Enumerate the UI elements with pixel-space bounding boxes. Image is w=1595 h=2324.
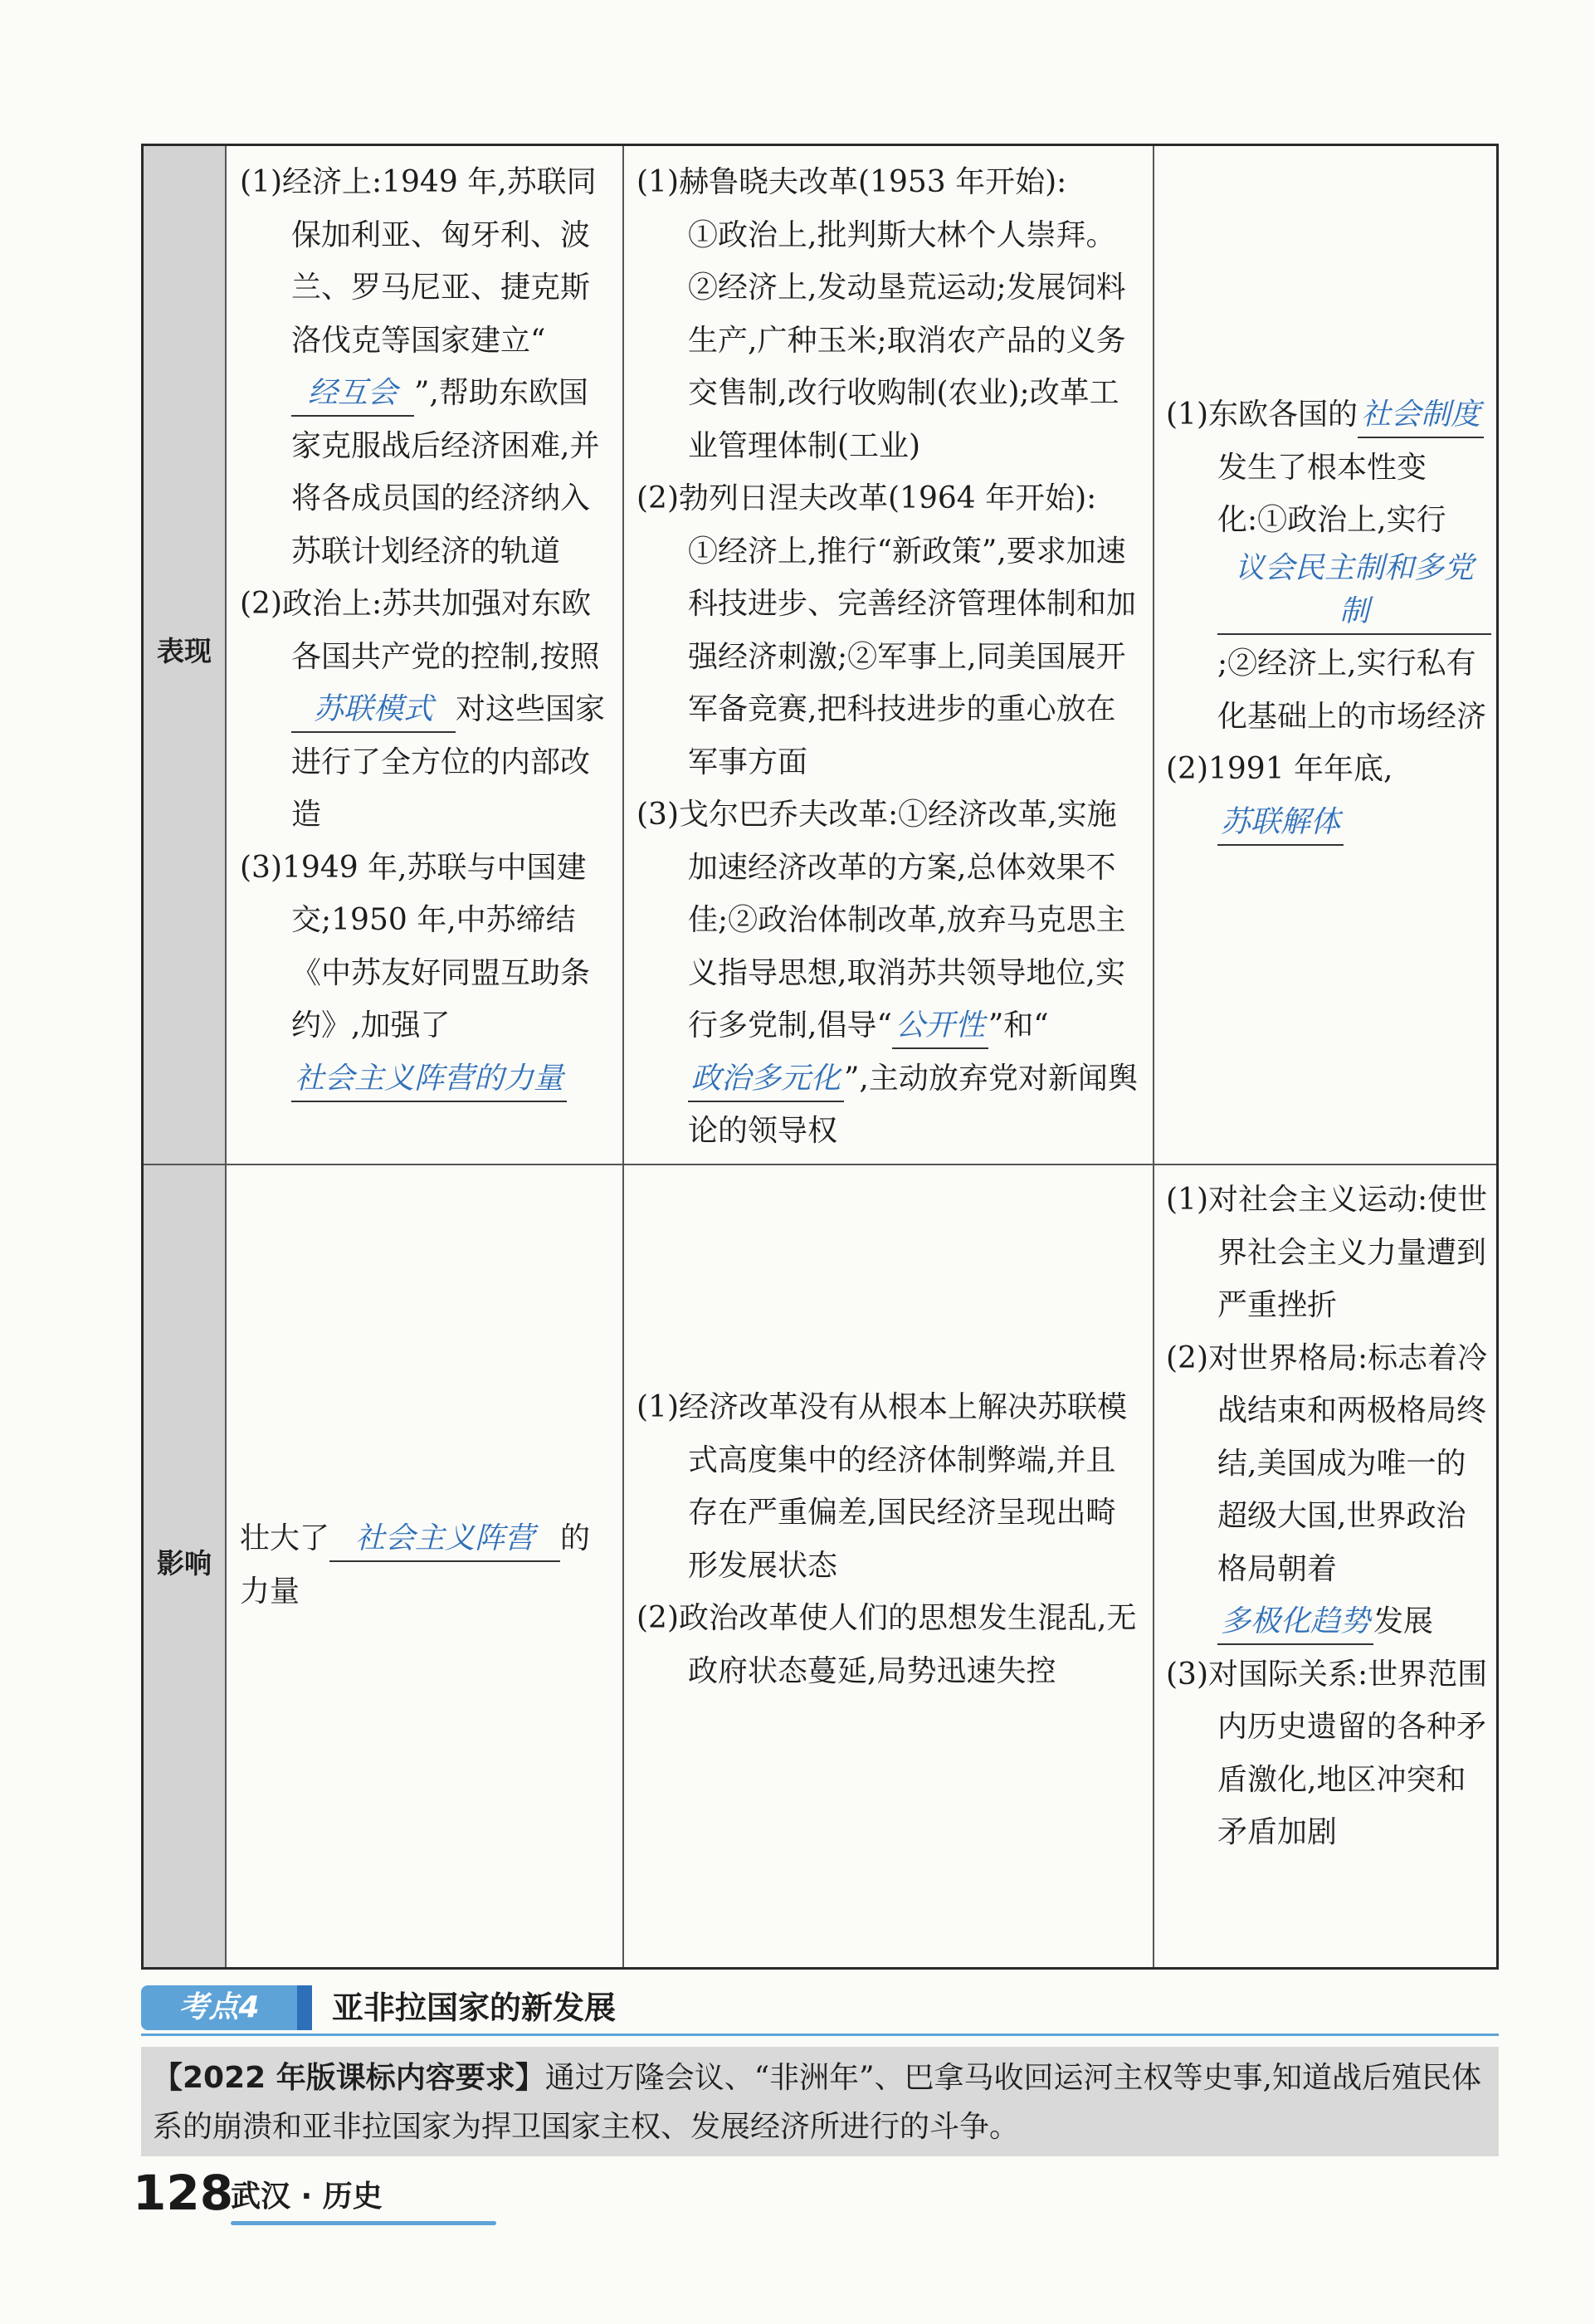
list-subitem: ②经济上,发动垦荒运动;发展饲料生产,广种玉米;取消农产品的义务交售制,改行收购制(农业);改革工业管理体制(工业) (688, 271, 1126, 463)
label-column (144, 146, 225, 1967)
row-label-manifestation: 表现 (157, 635, 212, 667)
answer-blank: 经互会 (291, 372, 414, 417)
answer-blank: 苏联解体 (1217, 801, 1344, 846)
column-divider (1153, 146, 1154, 1967)
exam-point-header (141, 1982, 1499, 2034)
list-subitem: ①经济上,推行“新政策”,要求加速科技进步、完善经济管理体制和加强经济刺激;②军事上,同美国展开军备竞赛,把科技进步的重心放在军事方面 (688, 534, 1137, 779)
tag-edge (297, 1985, 312, 2030)
requirement-label: 【2022 年版课标内容要求】 (153, 2061, 545, 2095)
answer-blank: 苏联模式 (291, 688, 456, 733)
list-item: (1)东欧各国的 社会制度发生了根本性变化:①政治上,实行议会民主制和多党制;②经济上,实行私有化基础上的市场经济 (1166, 388, 1491, 743)
list-item: (1)赫鲁晓夫改革(1953 年开始): (637, 165, 1067, 199)
list-item: (3)对国际关系:世界范围内历史遗留的各种矛盾激化,地区冲突和矛盾加剧 (1166, 1657, 1488, 1849)
summary-table (141, 144, 1499, 1970)
list-item: (2)政治改革使人们的思想发生混乱,无政府状态蔓延,局势迅速失控 (637, 1601, 1137, 1688)
list-item: (1)对社会主义运动:使世界社会主义力量遭到严重挫折 (1166, 1183, 1488, 1322)
footer-text: 武汉 · 历史 (231, 2180, 383, 2214)
cell-upheaval-impact (1166, 1174, 1491, 1859)
list-subitem: ①政治上,批判斯大林个人崇拜。 (688, 217, 1116, 252)
page-number: 128 (133, 2165, 234, 2221)
answer-blank: 社会制度 (1358, 393, 1484, 438)
cell-reform-manifestation (637, 156, 1139, 1158)
answer-blank: 议会民主制和多党制 (1217, 547, 1491, 635)
cell-upheaval-manifestation (1166, 388, 1491, 848)
list-item: (2)1991 年年底,苏联解体 (1166, 743, 1491, 848)
list-item: (2)对世界格局:标志着冷战结束和两极格局终结,美国成为唯一的超级大国,世界政治格局朝着多极化趋势 发展 (1166, 1332, 1491, 1648)
list-item: (2)政治上:苏共加强对东欧各国共产党的控制,按照苏联模式 对这些国家进行了全方位的内部改造 (240, 587, 606, 832)
column-divider (622, 146, 624, 1967)
cell-stalin-era-impact (240, 1512, 610, 1618)
list-item: (3)戈尔巴乔夫改革:①经济改革,实施加速经济改革的方案,总体效果不佳;②政治体制改革,放弃马克思主义指导思想,取消苏共领导地位,实行多党制,倡导“ 公开性 ”和“政治多元化 ”,主动放弃党对新闻舆论的领导权 (637, 798, 1138, 1148)
column-divider (225, 146, 227, 1967)
answer-blank: 社会主义阵营 (329, 1517, 560, 1562)
cell-stalin-era-manifestation (240, 156, 610, 1105)
row-label-impact: 影响 (157, 1547, 212, 1579)
footer-rule (231, 2221, 496, 2225)
impact-text: 壮大了 社会主义阵营 的力量 (240, 1512, 610, 1618)
answer-blank: 政治多元化 (688, 1057, 844, 1102)
list-item: (1)经济上:1949 年,苏联同保加利亚、匈牙利、波兰、罗马尼亚、捷克斯洛伐克等国家建立“经互会 ”,帮助东欧国家克服战后经济困难,并将各成员国的经济纳入苏联计划经济的轨道 (240, 165, 600, 569)
row-divider (144, 1164, 1496, 1165)
header-rule (141, 2034, 1499, 2036)
answer-blank: 多极化趋势 (1217, 1600, 1373, 1645)
list-item: (2)勃列日涅夫改革(1964 年开始): (637, 481, 1097, 515)
requirement-text: 通过万隆会议、“非洲年”、巴拿马收回运河主权等史事,知道战后殖民体系的崩溃和亚非拉国家为捍卫国家主权、发展经济所进行的斗争。 (153, 2061, 1481, 2144)
list-item: (1)经济改革没有从根本上解决苏联模式高度集中的经济体制弊端,并且存在严重偏差,国民经济呈现出畸形发展状态 (637, 1390, 1127, 1583)
answer-blank: 公开性 (892, 1004, 988, 1049)
answer-blank: 社会主义阵营的力量 (291, 1057, 567, 1102)
exam-point-tag: 考点4 (141, 1985, 297, 2030)
curriculum-requirement-box (141, 2047, 1499, 2156)
list-item: (3)1949 年,苏联与中国建交;1950 年,中苏缔结《中苏友好同盟互助条约》,加强了社会主义阵营的力量 (240, 842, 610, 1106)
cell-reform-impact (637, 1381, 1139, 1697)
exam-point-title: 亚非拉国家的新发展 (332, 1990, 617, 2026)
